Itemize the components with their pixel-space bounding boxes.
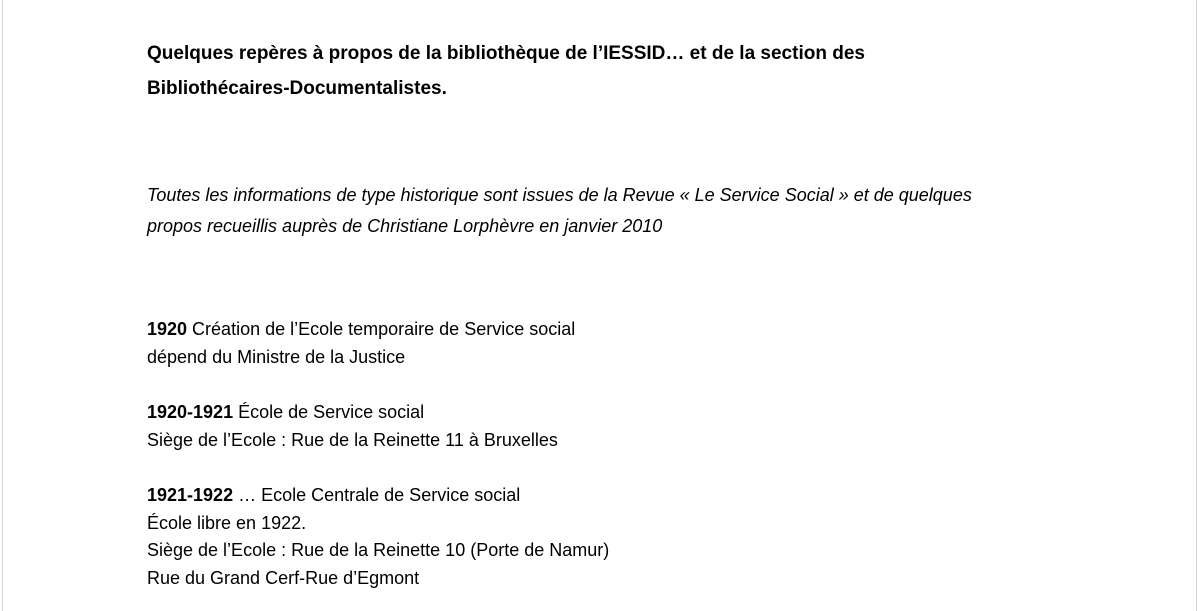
document-content (147, 36, 1107, 588)
document-title (147, 36, 1107, 106)
title-line-1: Quelques repères à propos de la bibliothèque de l’IESSID… et de la section des (147, 43, 865, 64)
entry-line: École libre en 1922. (147, 512, 307, 533)
entry-year: 1920 (147, 319, 188, 339)
intro-line-1: Toutes les informations de type historique sont issues de la Revue « Le Service Social » et de quelques (147, 185, 972, 205)
entry-heading (147, 399, 1107, 427)
document-page (2, 0, 1197, 611)
entry-heading (147, 316, 1107, 344)
entry-heading-text: Création de l’Ecole temporaire de Service social (187, 319, 576, 339)
timeline-entry-1921-1922 (147, 482, 1107, 592)
entry-line: Siège de l’Ecole : Rue de la Reinette 11 à Bruxelles (147, 429, 558, 450)
entry-line: dépend du Ministre de la Justice (147, 346, 406, 367)
timeline-entry-1920-1921 (147, 399, 1107, 454)
entry-year: 1921-1922 (147, 485, 234, 505)
entry-heading-text: … Ecole Centrale de Service social (233, 485, 521, 505)
title-line-2: Bibliothécaires-Documentalistes. (147, 78, 447, 99)
intro-paragraph (147, 180, 1107, 242)
entry-year: 1920-1921 (147, 402, 234, 422)
timeline-entries (147, 316, 1107, 611)
entry-heading (147, 482, 1107, 510)
entry-line: Siège de l’Ecole : Rue de la Reinette 10 (Porte de Namur) (147, 540, 610, 560)
entry-heading-text: École de Service social (233, 402, 425, 422)
entry-line: Rue du Grand Cerf-Rue d’Egmont (147, 567, 420, 588)
intro-line-2: propos recueillis auprès de Christiane Lorphèvre en janvier 2010 (147, 216, 663, 236)
timeline-entry-1920 (147, 316, 1107, 371)
